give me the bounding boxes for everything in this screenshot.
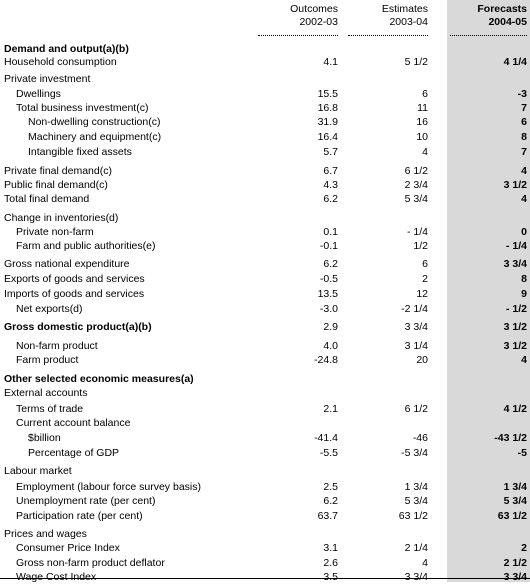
table-row	[0, 464, 530, 478]
table-row	[0, 353, 530, 367]
header-forecasts	[447, 3, 527, 33]
table-row	[0, 480, 530, 494]
table-row	[0, 386, 530, 400]
table-row	[0, 178, 530, 192]
cell-estimates: 16	[416, 116, 428, 128]
cell-forecasts: 1 3/4	[503, 481, 527, 493]
cell-forecasts: - 1/4	[505, 240, 527, 252]
table-row	[0, 431, 530, 445]
row-label: Household consumption	[4, 56, 117, 68]
table-row	[0, 225, 530, 239]
cell-outcomes: 2.5	[323, 481, 338, 493]
cell-outcomes: 2.1	[323, 403, 338, 415]
cell-forecasts: 2	[521, 542, 527, 554]
row-label: Wage Cost Index	[16, 571, 97, 583]
row-label: Private non-farm	[16, 226, 94, 238]
row-label: Public final demand(c)	[4, 179, 108, 191]
cell-forecasts: 4 1/2	[503, 403, 527, 415]
cell-outcomes: 4.1	[323, 56, 338, 68]
cell-outcomes: 2.9	[323, 321, 338, 333]
cell-forecasts: -5	[517, 447, 527, 459]
header-estimates	[345, 3, 428, 33]
row-label: Non-dwelling construction(c)	[28, 116, 161, 128]
cell-forecasts: 4	[521, 193, 527, 205]
cell-forecasts: 6	[521, 116, 527, 128]
cell-estimates: 12	[416, 288, 428, 300]
table-row	[0, 402, 530, 416]
header-rule-outcomes	[258, 35, 338, 36]
cell-outcomes: 13.5	[317, 288, 338, 300]
row-label: Gross domestic product(a)(b)	[4, 321, 152, 333]
row-label: Prices and wages	[4, 528, 87, 540]
cell-outcomes: 4.0	[323, 340, 338, 352]
table-row	[0, 239, 530, 253]
row-label: Farm and public authorities(e)	[16, 240, 156, 252]
cell-estimates: 1/2	[413, 240, 428, 252]
table-row	[0, 527, 530, 541]
table-row	[0, 339, 530, 353]
row-label: Farm product	[16, 354, 79, 366]
table-row	[0, 192, 530, 206]
row-label: Non-farm product	[16, 340, 98, 352]
header-outcomes-title: Outcomes	[290, 3, 338, 15]
cell-estimates: 3 1/4	[404, 340, 428, 352]
cell-forecasts: 3 3/4	[503, 571, 527, 583]
cell-estimates: 20	[416, 354, 428, 366]
header-estimates-year: 2003-04	[389, 16, 428, 28]
cell-estimates: 3 3/4	[404, 571, 428, 583]
row-label: Other selected economic measures(a)	[4, 373, 194, 385]
header-estimates-title: Estimates	[381, 3, 428, 15]
table-row	[0, 164, 530, 178]
cell-forecasts: 4	[521, 165, 527, 177]
cell-outcomes: -5.5	[319, 447, 338, 459]
cell-estimates: 3 3/4	[404, 321, 428, 333]
header-rule-estimates	[348, 35, 428, 36]
cell-outcomes: 2.6	[323, 557, 338, 569]
cell-estimates: 6 1/2	[404, 165, 428, 177]
row-label: Percentage of GDP	[28, 447, 120, 459]
cell-estimates: 5 3/4	[404, 495, 428, 507]
cell-forecasts: 3 1/2	[503, 179, 527, 191]
row-label: Terms of trade	[16, 403, 84, 415]
table-row	[0, 257, 530, 271]
table-row	[0, 115, 530, 129]
cell-outcomes: -0.1	[319, 240, 338, 252]
table-row	[0, 287, 530, 301]
table-row	[0, 130, 530, 144]
cell-outcomes: -41.4	[314, 432, 338, 444]
row-label: Imports of goods and services	[4, 288, 145, 300]
cell-forecasts: 3 3/4	[503, 258, 527, 270]
row-label: Current account balance	[16, 417, 131, 429]
cell-outcomes: 3.5	[323, 571, 338, 583]
cell-forecasts: 5 3/4	[503, 495, 527, 507]
row-label: Employment (labour force survey basis)	[16, 481, 201, 493]
header-forecasts-year: 2004-05	[488, 16, 527, 28]
cell-forecasts: 63 1/2	[497, 510, 527, 522]
cell-estimates: 1 3/4	[404, 481, 428, 493]
row-label: Total final demand	[4, 193, 90, 205]
table-row	[0, 72, 530, 86]
cell-forecasts: 9	[521, 288, 527, 300]
table-bottom-rule	[0, 578, 530, 579]
cell-estimates: 11	[417, 102, 428, 114]
table-row	[0, 272, 530, 286]
cell-outcomes: 3.1	[323, 542, 338, 554]
cell-outcomes: 6.2	[323, 258, 338, 270]
cell-estimates: 6	[422, 88, 428, 100]
table-row	[0, 556, 530, 570]
cell-forecasts: 3 1/2	[503, 340, 527, 352]
cell-estimates: 5 3/4	[404, 193, 428, 205]
row-label: Labour market	[4, 465, 72, 477]
cell-estimates: 6	[422, 258, 428, 270]
cell-estimates: 2	[422, 273, 428, 285]
row-label: Machinery and equipment(c)	[28, 131, 162, 143]
table-row	[0, 494, 530, 508]
table-row	[0, 55, 530, 69]
cell-forecasts: -3	[517, 88, 527, 100]
table-row	[0, 446, 530, 460]
cell-outcomes: -24.8	[314, 354, 338, 366]
cell-estimates: 4	[422, 146, 428, 158]
cell-outcomes: 31.9	[317, 116, 338, 128]
cell-forecasts: 7	[521, 146, 527, 158]
header-rule-forecasts	[450, 35, 527, 36]
cell-estimates: -2 1/4	[401, 303, 428, 315]
cell-forecasts: 8	[521, 273, 527, 285]
cell-forecasts: 7	[521, 102, 527, 114]
table-row	[0, 372, 530, 386]
cell-forecasts: 2 1/2	[503, 557, 527, 569]
row-label: Dwellings	[16, 88, 61, 100]
cell-forecasts: 4 1/4	[503, 56, 527, 68]
row-label: Change in inventories(d)	[4, 212, 119, 224]
cell-outcomes: 16.4	[317, 131, 338, 143]
row-label: Gross non-farm product deflator	[16, 557, 165, 569]
cell-outcomes: 6.2	[323, 193, 338, 205]
cell-outcomes: -0.5	[319, 273, 338, 285]
cell-outcomes: 4.3	[323, 179, 338, 191]
cell-forecasts: 4	[521, 354, 527, 366]
cell-outcomes: 15.5	[317, 88, 338, 100]
table-row	[0, 42, 530, 56]
row-label: Consumer Price Index	[16, 542, 120, 554]
row-label: Exports of goods and services	[4, 273, 145, 285]
cell-forecasts: -43 1/2	[494, 432, 527, 444]
cell-estimates: 2 1/4	[404, 542, 428, 554]
row-label: Total business investment(c)	[16, 102, 149, 114]
table-row	[0, 211, 530, 225]
row-label: Gross national expenditure	[4, 258, 130, 270]
cell-estimates: -46	[412, 432, 428, 444]
cell-estimates: 10	[416, 131, 428, 143]
row-label: Private investment	[4, 73, 91, 85]
cell-forecasts: 3 1/2	[503, 321, 527, 333]
cell-outcomes: 6.7	[323, 165, 338, 177]
table-row	[0, 101, 530, 115]
table-row	[0, 509, 530, 523]
cell-outcomes: 0.1	[323, 226, 338, 238]
row-label: Net exports(d)	[16, 303, 83, 315]
cell-estimates: - 1/4	[406, 226, 428, 238]
cell-forecasts: 8	[521, 131, 527, 143]
cell-outcomes: -3.0	[319, 303, 338, 315]
header-outcomes	[255, 3, 338, 33]
cell-forecasts: 0	[521, 226, 527, 238]
cell-estimates: 4	[422, 557, 428, 569]
cell-estimates: 63 1/2	[398, 510, 428, 522]
cell-outcomes: 63.7	[317, 510, 338, 522]
cell-outcomes: 16.8	[317, 102, 338, 114]
table-row	[0, 87, 530, 101]
table-row	[0, 541, 530, 555]
row-label: Demand and output(a)(b)	[4, 43, 129, 55]
table-row	[0, 320, 530, 334]
row-label: Private final demand(c)	[4, 165, 112, 177]
row-label: $billion	[28, 432, 61, 444]
header-outcomes-year: 2002-03	[299, 16, 338, 28]
cell-estimates: 5 1/2	[404, 56, 428, 68]
row-label: Unemployment rate (per cent)	[16, 495, 156, 507]
header-forecasts-title: Forecasts	[477, 3, 527, 15]
cell-estimates: 6 1/2	[404, 403, 428, 415]
row-label: Intangible fixed assets	[28, 146, 132, 158]
row-label: External accounts	[4, 387, 88, 399]
table-row	[0, 302, 530, 316]
table-row	[0, 145, 530, 159]
cell-outcomes: 6.2	[323, 495, 338, 507]
cell-outcomes: 5.7	[323, 146, 338, 158]
row-label: Participation rate (per cent)	[16, 510, 143, 522]
table-row	[0, 416, 530, 430]
cell-estimates: -5 3/4	[401, 447, 428, 459]
cell-forecasts: - 1/2	[505, 303, 527, 315]
cell-estimates: 2 3/4	[404, 179, 428, 191]
